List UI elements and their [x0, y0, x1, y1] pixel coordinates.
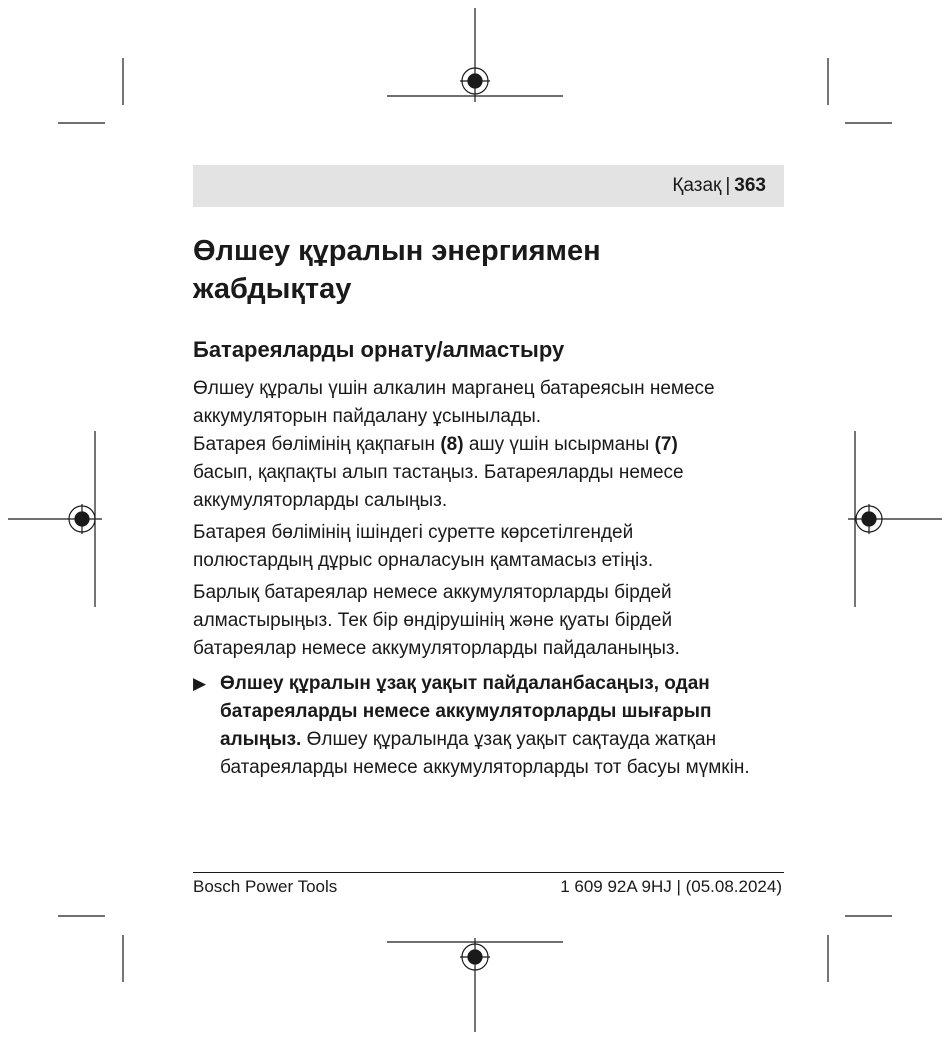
- header-language: Қазақ: [672, 175, 722, 196]
- paragraph-line: Өлшеу құралы үшін алкалин марганец батареясын немесе: [193, 378, 715, 399]
- section-title-line-2: жабдықтау: [193, 273, 352, 305]
- paragraph-replace-all: [193, 579, 793, 663]
- section-title-line-1: Өлшеу құралын энергиямен: [193, 235, 601, 267]
- page-content: [193, 232, 793, 782]
- footer-publisher: Bosch Power Tools: [193, 877, 338, 896]
- paragraph-line: басып, қақпақты алып тастаңыз. Батареяларды немесе: [193, 462, 684, 483]
- warning-bold-line: батареяларды немесе аккумуляторларды шығарып: [220, 701, 712, 722]
- paragraph-line: Батарея бөлімінің ішіндегі суретте көрсетілгендей: [193, 522, 634, 543]
- header-separator: |: [725, 175, 731, 196]
- triangle-right-icon: ▶: [193, 674, 207, 693]
- header-text: [672, 175, 766, 197]
- footer-document-id: 1 609 92A 9HJ | (05.08.2024): [560, 877, 782, 896]
- paragraph-line: Батарея бөлімінің қақпағын: [193, 434, 441, 455]
- paragraph-polarity: [193, 519, 793, 575]
- warning-text: [220, 670, 793, 782]
- footer-divider: [193, 872, 784, 873]
- warning-line: батареяларды немесе аккумуляторларды тот басуы мүмкін.: [220, 757, 750, 778]
- registration-mark-right: [848, 431, 942, 607]
- registration-mark-left: [8, 431, 102, 607]
- reference-cover: (8): [440, 434, 464, 455]
- paragraph-line: полюстардың дұрыс орналасуын қамтамасыз етіңіз.: [193, 550, 654, 571]
- paragraph-line: аккумуляторын пайдалану ұсынылады.: [193, 406, 542, 427]
- paragraph-line: батареялар немесе аккумуляторларды пайдаланыңыз.: [193, 638, 680, 659]
- paragraph-line: Барлық батареялар немесе аккумуляторларды бірдей: [193, 582, 672, 603]
- warning-bold-line: алыңыз.: [220, 729, 302, 750]
- subsection-title: Батареяларды орнату/алмастыру: [193, 337, 565, 362]
- page-number: 363: [734, 175, 766, 196]
- registration-mark-top: [387, 8, 563, 102]
- paragraph-line: алмастырыңыз. Тек бір өндірушінің және қуаты бірдей: [193, 610, 673, 631]
- warning-bold-line: Өлшеу құралын ұзақ уақыт пайдаланбасаңыз, одан: [220, 673, 710, 694]
- section-title: [193, 232, 793, 308]
- paragraph-line: аккумуляторларды салыңыз.: [193, 490, 448, 511]
- paragraph-recommendation: [193, 375, 793, 431]
- registration-mark-bottom: [387, 938, 563, 1032]
- paragraph-insert-batteries: [193, 431, 793, 515]
- paragraph-line: ашу үшін ысырманы: [463, 434, 655, 455]
- warning-note: [193, 670, 793, 782]
- warning-line: Өлшеу құралында ұзақ уақыт сақтауда жатқан: [301, 729, 717, 750]
- reference-latch: (7): [654, 434, 678, 455]
- page-header: [193, 165, 784, 207]
